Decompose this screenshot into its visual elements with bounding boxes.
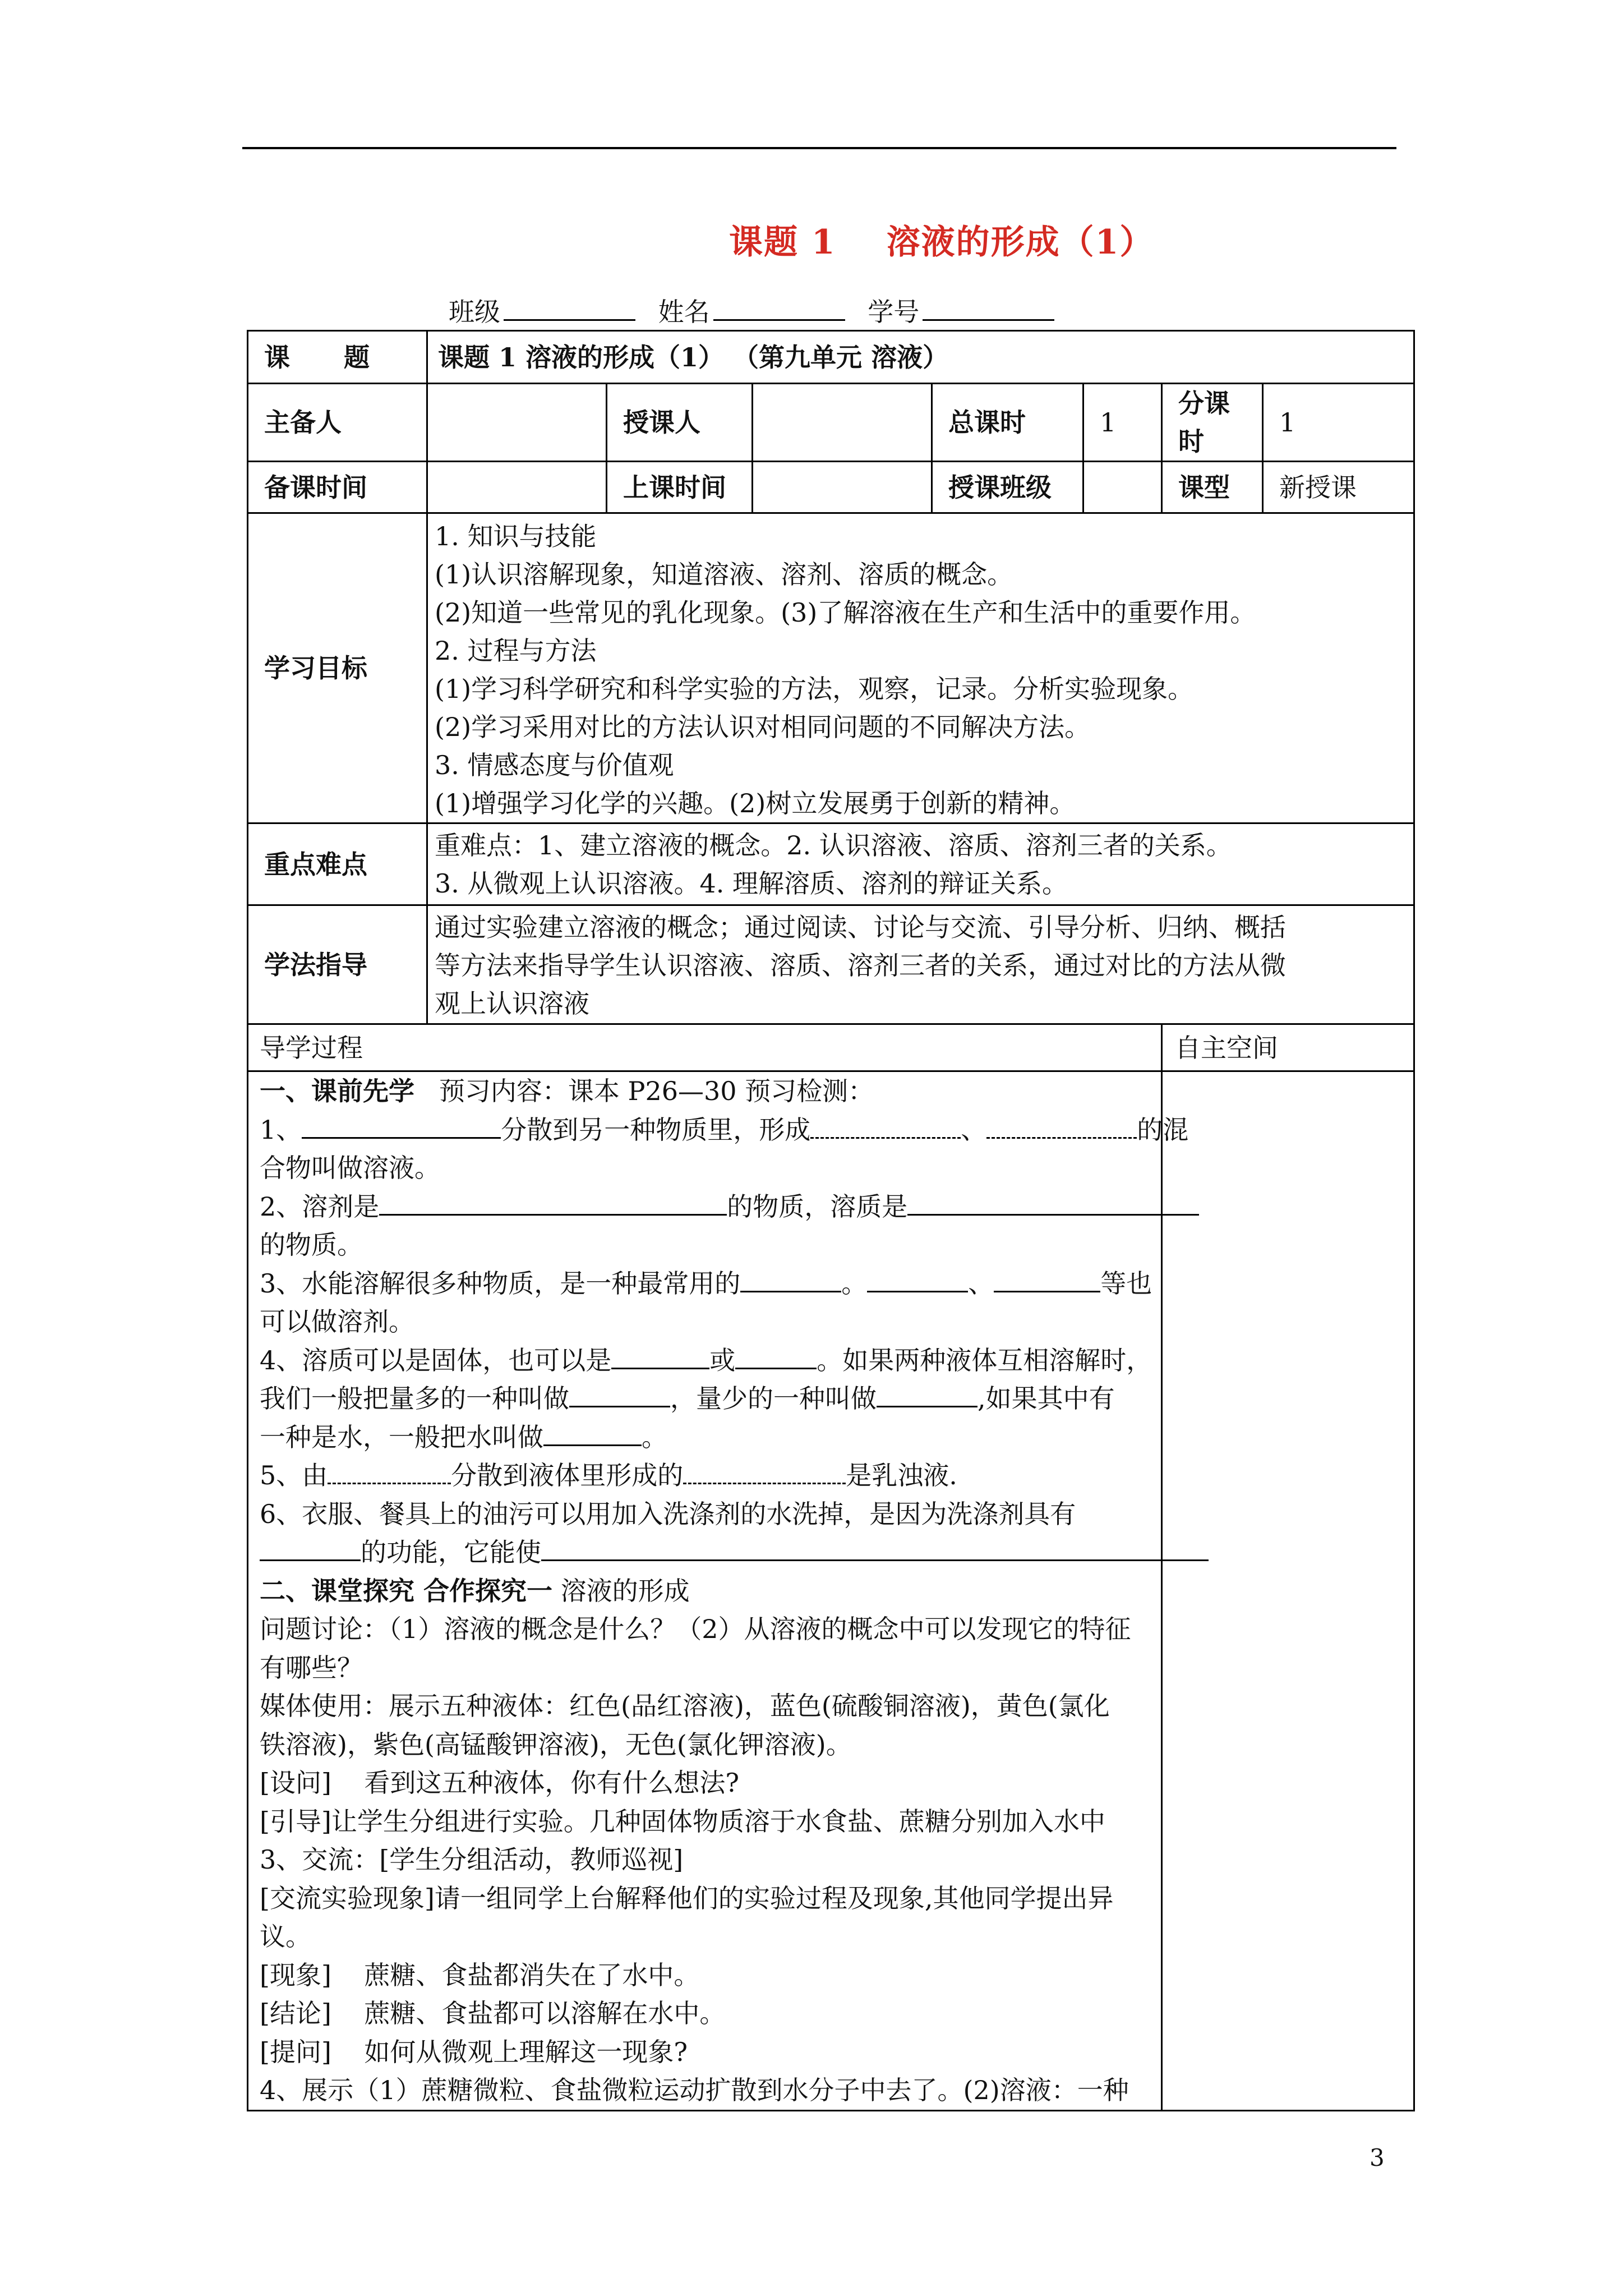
preparer-row bbox=[248, 384, 1414, 462]
type-label: 课型 bbox=[1162, 462, 1263, 513]
text: 的物质，溶质是 bbox=[727, 1191, 908, 1222]
objective-line: 2. 过程与方法 bbox=[435, 636, 597, 666]
question-6-cont bbox=[260, 1533, 1161, 1572]
process-content bbox=[248, 1071, 1189, 2111]
teacher-value[interactable] bbox=[753, 384, 932, 462]
question-6: 6、衣服、餐具上的油污可以用加入洗涤剂的水洗掉，是因为洗涤剂具有 bbox=[260, 1498, 1076, 1529]
method-line: 通过实验建立溶液的概念；通过阅读、讨论与交流、引导分析、归纳、概括 bbox=[435, 912, 1286, 942]
text: ，量少的一种叫做 bbox=[670, 1383, 877, 1414]
process-row bbox=[248, 1071, 1414, 2111]
answer-blank[interactable] bbox=[907, 1189, 1199, 1216]
class-label: 授课班级 bbox=[932, 462, 1083, 513]
question-4 bbox=[260, 1341, 1161, 1380]
text: 。 bbox=[841, 1268, 868, 1299]
question-3-cont: 可以做溶剂。 bbox=[260, 1306, 414, 1337]
text: 等也 bbox=[1100, 1268, 1152, 1299]
method-line: 等方法来指导学生认识溶液、溶质、溶剂三者的关系，通过对比的方法从微 bbox=[435, 950, 1286, 981]
question-1 bbox=[260, 1111, 1189, 1149]
answer-blank[interactable] bbox=[877, 1381, 978, 1407]
answer-blank[interactable] bbox=[867, 1266, 968, 1292]
page-title bbox=[729, 215, 1154, 264]
answer-blank[interactable] bbox=[379, 1189, 727, 1216]
class-time-value[interactable] bbox=[753, 462, 932, 513]
process-line: [提问] 如何从微观上理解这一现象? bbox=[260, 2036, 688, 2067]
number-blank[interactable] bbox=[923, 295, 1054, 321]
name-label: 姓名 bbox=[658, 297, 710, 327]
process-line: 议。 bbox=[260, 1921, 311, 1952]
title-lesson-number: 课题 1 bbox=[729, 223, 836, 262]
number-label: 学号 bbox=[868, 297, 920, 327]
answer-blank[interactable] bbox=[810, 1112, 961, 1139]
text: ,如果其中有 bbox=[978, 1383, 1115, 1414]
objective-line: 1. 知识与技能 bbox=[435, 521, 597, 551]
total-hours-value: 1 bbox=[1083, 384, 1162, 462]
process-line: [现象] 蔗糖、食盐都消失在了水中。 bbox=[260, 1959, 700, 1990]
text: 或 bbox=[709, 1345, 736, 1375]
text: 1、 bbox=[260, 1114, 302, 1145]
lesson-hours-label: 分课时 bbox=[1162, 384, 1263, 462]
text: 2、溶剂是 bbox=[260, 1191, 380, 1222]
process-line: [交流实验现象]请一组同学上台解释他们的实验过程及现象,其他同学提出异 bbox=[260, 1883, 1114, 1913]
self-study-space[interactable] bbox=[1162, 1071, 1414, 2111]
process-line: 3、交流：[学生分组活动，教师巡视] bbox=[260, 1844, 684, 1875]
text: 的功能，它能使 bbox=[361, 1537, 541, 1567]
answer-blank[interactable] bbox=[543, 1420, 642, 1446]
preparer-label: 主备人 bbox=[248, 384, 427, 462]
text: 我们一般把量多的一种叫做 bbox=[260, 1383, 569, 1414]
answer-blank[interactable] bbox=[683, 1458, 846, 1484]
objective-line: 3. 情感态度与价值观 bbox=[435, 750, 674, 780]
key-point-line: 重难点：1、建立溶液的概念。2. 认识溶液、溶质、溶剂三者的关系。 bbox=[435, 830, 1232, 861]
process-line: 有哪些？ bbox=[260, 1652, 363, 1683]
process-line: [设问] 看到这五种液体，你有什么想法? bbox=[260, 1768, 740, 1798]
topic-row bbox=[248, 331, 1414, 384]
class-label: 班级 bbox=[449, 297, 500, 327]
lesson-plan-table bbox=[247, 330, 1415, 2111]
header-rule bbox=[242, 147, 1396, 149]
topic-value: 课题 1 溶液的形成（1） （第九单元 溶液） bbox=[427, 331, 1414, 384]
section-1-heading bbox=[260, 1072, 1161, 1111]
page-number: 3 bbox=[1370, 2144, 1385, 2171]
answer-blank[interactable] bbox=[986, 1112, 1137, 1139]
method-label: 学法指导 bbox=[248, 905, 427, 1024]
answer-blank[interactable] bbox=[260, 1535, 361, 1561]
process-line: 4、展示（1）蔗糖微粒、食盐微粒运动扩散到水分子中去了。(2)溶液：一种 bbox=[260, 2075, 1129, 2105]
key-points-row bbox=[248, 823, 1414, 905]
objectives-label: 学习目标 bbox=[248, 513, 427, 823]
text: 的混 bbox=[1137, 1114, 1189, 1145]
section-1-title: 一、课前先学 bbox=[260, 1076, 414, 1106]
process-line: 媒体使用：展示五种液体：红色(品红溶液)，蓝色(硫酸铜溶液)，黄色(氯化 bbox=[260, 1691, 1110, 1721]
text: 分散到另一种物质里，形成 bbox=[501, 1114, 811, 1145]
student-info-line bbox=[449, 292, 1069, 329]
process-header-left: 导学过程 bbox=[248, 1024, 1162, 1071]
name-blank[interactable] bbox=[713, 295, 845, 321]
prep-time-row bbox=[248, 462, 1414, 513]
text: 3、水能溶解很多种物质，是一种最常用的 bbox=[260, 1268, 741, 1299]
question-4-cont bbox=[260, 1379, 1161, 1418]
lesson-hours-value: 1 bbox=[1263, 384, 1414, 462]
objective-line: (2)学习采用对比的方法认识对相同问题的不同解决方法。 bbox=[435, 712, 1091, 742]
answer-blank[interactable] bbox=[302, 1112, 501, 1139]
method-content bbox=[427, 905, 1414, 1024]
teacher-label: 授课人 bbox=[607, 384, 753, 462]
question-2 bbox=[260, 1188, 1161, 1226]
text: 是乳浊液. bbox=[846, 1460, 957, 1490]
question-2-cont: 的物质。 bbox=[260, 1230, 363, 1260]
objectives-content bbox=[427, 513, 1414, 823]
text: 5、由 bbox=[260, 1460, 328, 1490]
answer-blank[interactable] bbox=[740, 1266, 841, 1292]
text: 分散到液体里形成的 bbox=[451, 1460, 684, 1490]
process-line: 铁溶液)，紫色(高锰酸钾溶液)，无色(氯化钾溶液)。 bbox=[260, 1729, 852, 1760]
prep-time-label: 备课时间 bbox=[248, 462, 427, 513]
key-points-content bbox=[427, 823, 1414, 905]
process-line: 问题讨论：（1）溶液的概念是什么？（2）从溶液的概念中可以发现它的特征 bbox=[260, 1614, 1131, 1644]
section-2-heading bbox=[260, 1572, 1161, 1611]
section-2-title: 二、课堂探究 合作探究一 bbox=[260, 1575, 553, 1606]
objective-line: (2)知道一些常见的乳化现象。(3)了解溶液在生产和生活中的重要作用。 bbox=[435, 597, 1256, 628]
preparer-value[interactable] bbox=[427, 384, 607, 462]
question-1-cont: 合物叫做溶液。 bbox=[260, 1153, 440, 1183]
method-row bbox=[248, 905, 1414, 1024]
question-5 bbox=[260, 1456, 1161, 1495]
text: 一种是水，一般把水叫做 bbox=[260, 1421, 543, 1452]
text: 。 bbox=[642, 1421, 667, 1452]
objective-line: (1)认识溶解现象，知道溶液、溶剂、溶质的概念。 bbox=[435, 559, 1013, 590]
process-header-right: 自主空间 bbox=[1162, 1024, 1414, 1071]
process-line: [结论] 蔗糖、食盐都可以溶解在水中。 bbox=[260, 1998, 726, 2028]
method-line: 观上认识溶液 bbox=[435, 988, 589, 1019]
topic-label: 课 题 bbox=[248, 331, 427, 384]
answer-blank[interactable] bbox=[735, 1343, 817, 1369]
text: 、 bbox=[961, 1114, 987, 1145]
class-time-label: 上课时间 bbox=[607, 462, 753, 513]
objectives-row bbox=[248, 513, 1414, 823]
answer-blank[interactable] bbox=[541, 1535, 1209, 1561]
question-4-cont bbox=[260, 1418, 1161, 1457]
type-value: 新授课 bbox=[1263, 462, 1414, 513]
class-blank[interactable] bbox=[504, 295, 635, 321]
answer-blank[interactable] bbox=[611, 1343, 709, 1369]
title-lesson-name: 溶液的形成（1） bbox=[886, 223, 1155, 262]
answer-blank[interactable] bbox=[328, 1458, 451, 1484]
prep-time-value[interactable] bbox=[427, 462, 607, 513]
text: 。如果两种液体互相溶解时， bbox=[817, 1345, 1152, 1375]
objective-line: (1)增强学习化学的兴趣。(2)树立发展勇于创新的精神。 bbox=[435, 788, 1076, 818]
text: 4、溶质可以是固体，也可以是 bbox=[260, 1345, 612, 1375]
objective-line: (1)学习科学研究和科学实验的方法，观察，记录。分析实验现象。 bbox=[435, 674, 1194, 704]
class-value[interactable] bbox=[1083, 462, 1162, 513]
question-3 bbox=[260, 1264, 1161, 1303]
section-2-subtitle: 溶液的形成 bbox=[560, 1575, 690, 1606]
text: 、 bbox=[968, 1268, 994, 1299]
key-points-label: 重点难点 bbox=[248, 823, 427, 905]
process-header-row bbox=[248, 1024, 1414, 1071]
total-hours-label: 总课时 bbox=[932, 384, 1083, 462]
process-line: [引导]让学生分组进行实验。几种固体物质溶于水食盐、蔗糖分别加入水中 bbox=[260, 1806, 1105, 1837]
answer-blank[interactable] bbox=[569, 1381, 670, 1407]
key-point-line: 3. 从微观上认识溶液。4. 理解溶质、溶剂的辩证关系。 bbox=[435, 868, 1068, 899]
section-1-subtitle: 预习内容：课本 P26—30 预习检测： bbox=[439, 1076, 874, 1106]
answer-blank[interactable] bbox=[994, 1266, 1100, 1292]
